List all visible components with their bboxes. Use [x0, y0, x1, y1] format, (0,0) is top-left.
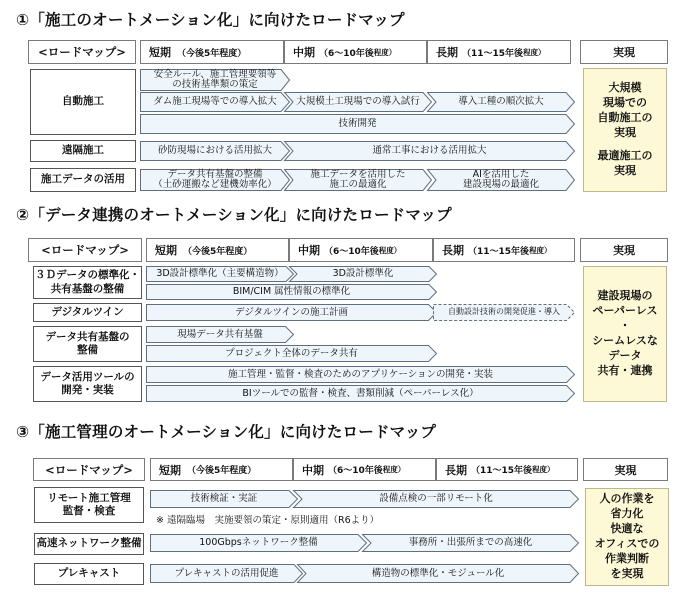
realization-line: 現場での	[603, 96, 647, 110]
realization-line: シームレスな	[592, 334, 658, 347]
roadmap-bar	[150, 490, 298, 508]
realization-box	[585, 488, 669, 586]
realization-line: 実現	[614, 126, 636, 139]
realization-line: 作業判断	[605, 551, 649, 565]
realization-box	[583, 266, 667, 402]
row-label-3d-data: ３Ｄデータの標準化・ 共有基盤の整備	[33, 266, 142, 299]
roadmap-bar	[140, 114, 575, 134]
header-mid-sub2: 程度）	[373, 47, 397, 57]
header-mid-sub: （6～10年後	[324, 246, 379, 257]
header-long-sub2: 程度）	[529, 245, 552, 255]
bar-text: デジタルツインの施工計画	[235, 306, 348, 318]
roadmap-label: <ロードマップ>	[28, 238, 142, 262]
header-short-label: 短期	[159, 463, 181, 477]
header-long-label: 長期	[436, 46, 458, 59]
bar-text: 安全ルール、施工管理要領等	[153, 69, 277, 81]
header-long-term	[433, 238, 575, 262]
roadmap-bar	[284, 169, 432, 191]
header-mid-sub2: 程度）	[378, 245, 402, 255]
roadmap-bar	[140, 69, 290, 91]
roadmap-bar	[362, 534, 579, 552]
section-2-title: ②「データ連携のオートメーション化」に向けたロードマップ	[16, 206, 452, 224]
header-long-label: 長期	[445, 463, 467, 477]
realization-line: を実現	[610, 566, 644, 580]
bar-text: 施工管理・監督・検査のためのアプリケーションの開発・実装	[227, 368, 494, 380]
bar-text: プレキャストの活用促進	[174, 567, 279, 579]
header-long-term	[427, 40, 571, 64]
roadmap-bar	[146, 366, 575, 383]
roadmap-label: <ロードマップ>	[33, 458, 145, 481]
row-label-data-tools: データ活用ツールの 開発・実装	[33, 366, 142, 402]
bar-text: 施工の最適化	[329, 179, 387, 190]
roadmap-bar	[146, 284, 437, 300]
row-label-auto-construction: 自動施工	[30, 69, 136, 135]
realization-line: 建設現場の	[597, 289, 653, 303]
header-short-sub: （今後5年程度）	[187, 466, 257, 476]
header-long-term	[436, 458, 578, 481]
roadmap-label: <ロードマップ>	[28, 40, 136, 64]
header-short-sub: （今後5年程度）	[177, 48, 247, 59]
bar-text: 設備点検の一部リモート化	[379, 493, 493, 505]
header-realization: 実現	[580, 238, 668, 262]
roadmap-bar	[146, 304, 437, 321]
realization-line: 大規模	[608, 81, 642, 95]
realization-line: 共有・連携	[597, 363, 653, 377]
header-long-sub: （11～15年後	[471, 466, 533, 476]
header-short-label: 短期	[149, 46, 171, 59]
roadmap-bar	[427, 169, 575, 191]
bar-text: 100Gbpsネットワーク整備	[199, 537, 318, 549]
header-mid-sub: （6～10年後	[328, 466, 383, 476]
header-short-term	[150, 458, 293, 481]
realization-line: ・	[619, 319, 631, 333]
row-label-digital-twin: デジタルツイン	[33, 303, 142, 322]
roadmap-bar	[433, 304, 575, 321]
header-mid-label: 中期	[293, 46, 315, 59]
header-short-sub: （今後5年程度）	[183, 246, 253, 257]
realization-line: ペーパーレス	[592, 304, 658, 318]
bar-text: データ共有基盤の整備	[167, 169, 263, 181]
bar-text: BIM/CIM 属性情報の標準化	[232, 286, 351, 298]
roadmap-bar	[293, 490, 579, 508]
bar-text: BIツールでの監督・検査、書類削減（ペーパーレス化）	[242, 387, 479, 399]
row-label-remote-construction: 遠隔施工	[30, 140, 136, 162]
bar-text: AIを活用した	[472, 169, 530, 181]
bar-text: 施工データを活用した	[310, 169, 406, 181]
bar-text: 3D設計標準化	[332, 268, 394, 280]
realization-line: 省力化	[610, 507, 644, 521]
roadmap-bar	[284, 92, 432, 112]
realization-box	[583, 68, 667, 192]
bar-text: 3D設計標準化（主要構造物）	[156, 268, 284, 280]
roadmap-bar	[427, 92, 575, 112]
header-long-sub: （11～15年後	[462, 48, 524, 59]
realization-line: オフィスでの	[594, 537, 660, 550]
row-label-data-sharing: データ共有基盤の 整備	[33, 326, 142, 362]
bar-text: 通常工事における活用拡大	[372, 145, 487, 157]
header-long-label: 長期	[442, 244, 464, 257]
header-realization: 実現	[580, 40, 668, 64]
header-mid-label: 中期	[298, 244, 320, 257]
header-mid-sub2: 程度）	[382, 465, 406, 474]
bar-text: ダム施工現場等での導入拡大	[153, 96, 277, 108]
bar-text: 技術開発	[338, 118, 377, 130]
roadmap-bar	[146, 385, 575, 402]
header-long-sub2: 程度）	[523, 47, 546, 57]
bar-text: 建設現場の最適化	[462, 179, 539, 190]
bar-text: の技術基準類の策定	[172, 79, 258, 90]
header-short-term	[146, 238, 289, 262]
header-mid-term	[289, 238, 433, 262]
realization-line: 快適な	[610, 522, 644, 536]
section-3-title: ③「施工管理のオートメーション化」に向けたロードマップ	[16, 423, 437, 441]
row-label-precast: プレキャスト	[34, 563, 144, 585]
bar-text: 構造物の標準化・モジュール化	[371, 567, 505, 579]
roadmap-bar	[146, 345, 437, 362]
roadmap-bar	[150, 534, 367, 552]
header-mid-label: 中期	[302, 463, 324, 477]
roadmap-bar	[150, 564, 303, 583]
bar-text: 大規模土工現場での導入試行	[296, 96, 420, 108]
bar-text: 導入工種の順次拡大	[458, 96, 544, 108]
bar-text: 現場データ共有基盤	[177, 328, 263, 340]
realization-line: データ	[608, 348, 642, 362]
header-long-sub: （11～15年後	[468, 246, 530, 257]
roadmap-bar	[297, 564, 579, 583]
realization-line: 最適施工の	[597, 148, 653, 162]
header-long-sub2: 程度）	[532, 465, 555, 474]
row-label-network: 高速ネットワーク整備	[34, 533, 144, 555]
bar-text: （土砂運搬など建機効率化）	[153, 179, 277, 190]
roadmap-bar	[289, 266, 437, 282]
header-mid-sub: （6～10年後	[319, 48, 374, 59]
roadmap-bar	[140, 141, 290, 161]
header-realization: 実現	[583, 458, 668, 481]
roadmap-bar	[146, 326, 294, 343]
roadmap-bar	[140, 92, 290, 112]
realization-line: 実現	[614, 163, 636, 177]
roadmap-bar	[140, 169, 290, 191]
header-mid-term	[284, 40, 427, 64]
row-label-construction-data: 施工データの活用	[30, 168, 136, 192]
row-label-remote-supervision: リモート施工管理 監督・検査	[34, 487, 144, 523]
header-short-term	[140, 40, 284, 64]
header-mid-term	[293, 458, 436, 481]
bar-text: 技術検証・実証	[190, 493, 258, 505]
roadmap-bar	[146, 266, 294, 282]
bar-text: プロジェクト全体のデータ共有	[225, 347, 358, 359]
realization-line: 自動施工の	[597, 111, 653, 125]
bar-text: 事務所・出張所までの高速化	[408, 537, 533, 549]
bar-text: 自動設計技術の開発促進・導入	[448, 307, 560, 317]
section-1-title: ①「施工のオートメーション化」に向けたロードマップ	[16, 11, 405, 29]
remote-inspection-note: ※ 遠隔臨場 実施要領の策定・原則適用（R6より）	[156, 515, 380, 526]
bar-text: 砂防現場における活用拡大	[157, 145, 272, 157]
header-short-label: 短期	[155, 244, 177, 257]
roadmap-bar	[284, 141, 575, 161]
realization-line: 人の作業を	[599, 492, 655, 506]
